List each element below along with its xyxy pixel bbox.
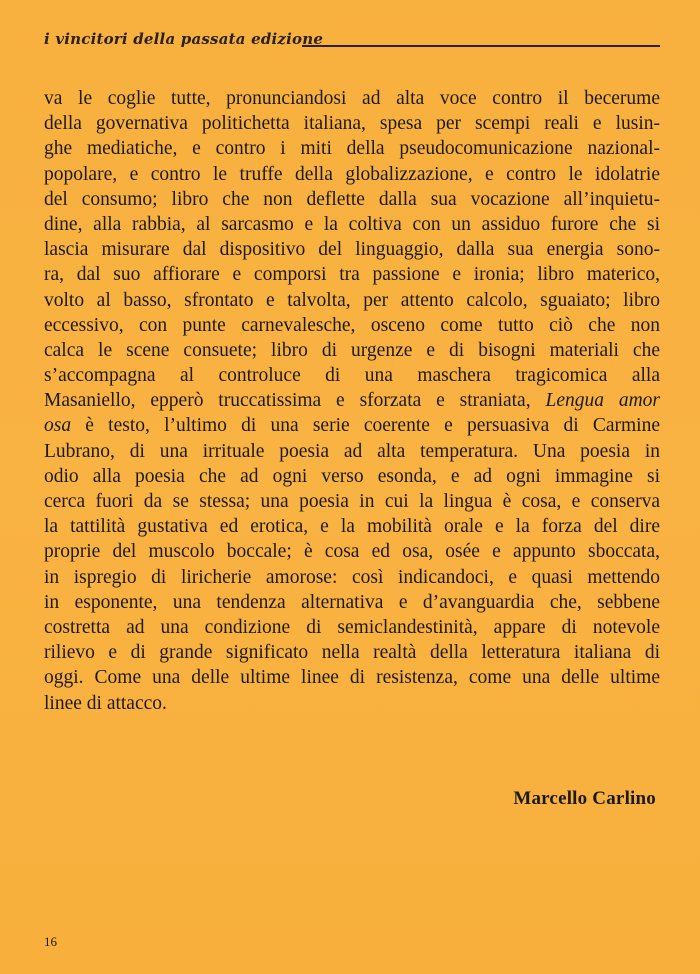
text-line: popolare, e contro le truffe della globalizzazione, e contro le idolatrie (44, 163, 660, 185)
text-line: in esponente, una tendenza alternativa e d’avanguardia che, sebbene (44, 591, 660, 613)
text-line: calca le scene consuete; libro di urgenze e di bisogni materiali che (44, 339, 660, 361)
text-line-with-title (44, 413, 660, 438)
text-line: la tattilità gustativa ed erotica, e la mobilità orale e la forza del dire (44, 516, 660, 538)
text-line: rilievo e di grande significato nella realtà della letteratura italiana di (44, 642, 660, 664)
body-text (44, 86, 660, 716)
text-line: odio alla poesia che ad ogni verso esonda, e ad ogni immagine si (44, 465, 660, 487)
text-line: costretta ad una condizione di semiclandestinità, appare di notevole (44, 616, 660, 638)
text-segment: Masaniello, epperò truccatissima e sforzata e straniata, (44, 390, 531, 412)
text-line: va le coglie tutte, pronunciandosi ad alta voce contro il becerume (44, 88, 660, 109)
text-line: ra, dal suo affiorare e comporsi tra passione e ironia; libro materico, (44, 264, 660, 286)
text-line: in ispregio di liricherie amorose: così indicandoci, e quasi mettendo (44, 566, 660, 588)
text-line: del consumo; libro che non deflette dalla sua vocazione all’inquietu- (44, 188, 660, 210)
author-signature: Marcello Carlino (513, 788, 656, 809)
page-number: 16 (44, 934, 57, 949)
book-title-italic-cont: osa (44, 415, 72, 437)
text-line: volto al basso, sfrontato e talvolta, per attento calcolo, sguaiato; libro (44, 289, 660, 311)
header-title: i vincitori della passata edizione (44, 30, 324, 48)
header-rule (302, 45, 660, 47)
text-line: Lubrano, di una irrituale poesia ad alta temperatura. Una poesia in (44, 440, 660, 462)
text-line: proprie del muscolo boccale; è cosa ed osa, osée e appunto sboccata, (44, 541, 660, 563)
text-line: oggi. Come una delle ultime linee di resistenza, come una delle ultime (44, 667, 660, 689)
text-line: dine, alla rabbia, al sarcasmo e la coltiva con un assiduo furore che si (44, 213, 660, 235)
text-line-with-title (44, 388, 660, 413)
text-line: della governativa politichetta italiana, spesa per scempi reali e lusin- (44, 113, 660, 135)
text-segment: è testo, l’ultimo di una serie coerente e persuasiva di Carmine (71, 415, 660, 437)
running-header (44, 30, 660, 52)
text-line: lascia misurare dal dispositivo del linguaggio, dalla sua energia sono- (44, 239, 660, 261)
text-line: eccessivo, con punte carnevalesche, osceno come tutto ciò che non (44, 314, 660, 336)
book-title-italic: Lengua amor (545, 390, 660, 412)
text-line: cerca fuori da se stessa; una poesia in cui la lingua è cosa, e conserva (44, 491, 660, 512)
text-line: linee di attacco. (44, 692, 167, 714)
text-line: s’accompagna al controluce di una maschera tragicomica alla (44, 365, 660, 387)
text-line: ghe mediatiche, e contro i miti della pseudocomunicazione nazional- (44, 138, 660, 160)
